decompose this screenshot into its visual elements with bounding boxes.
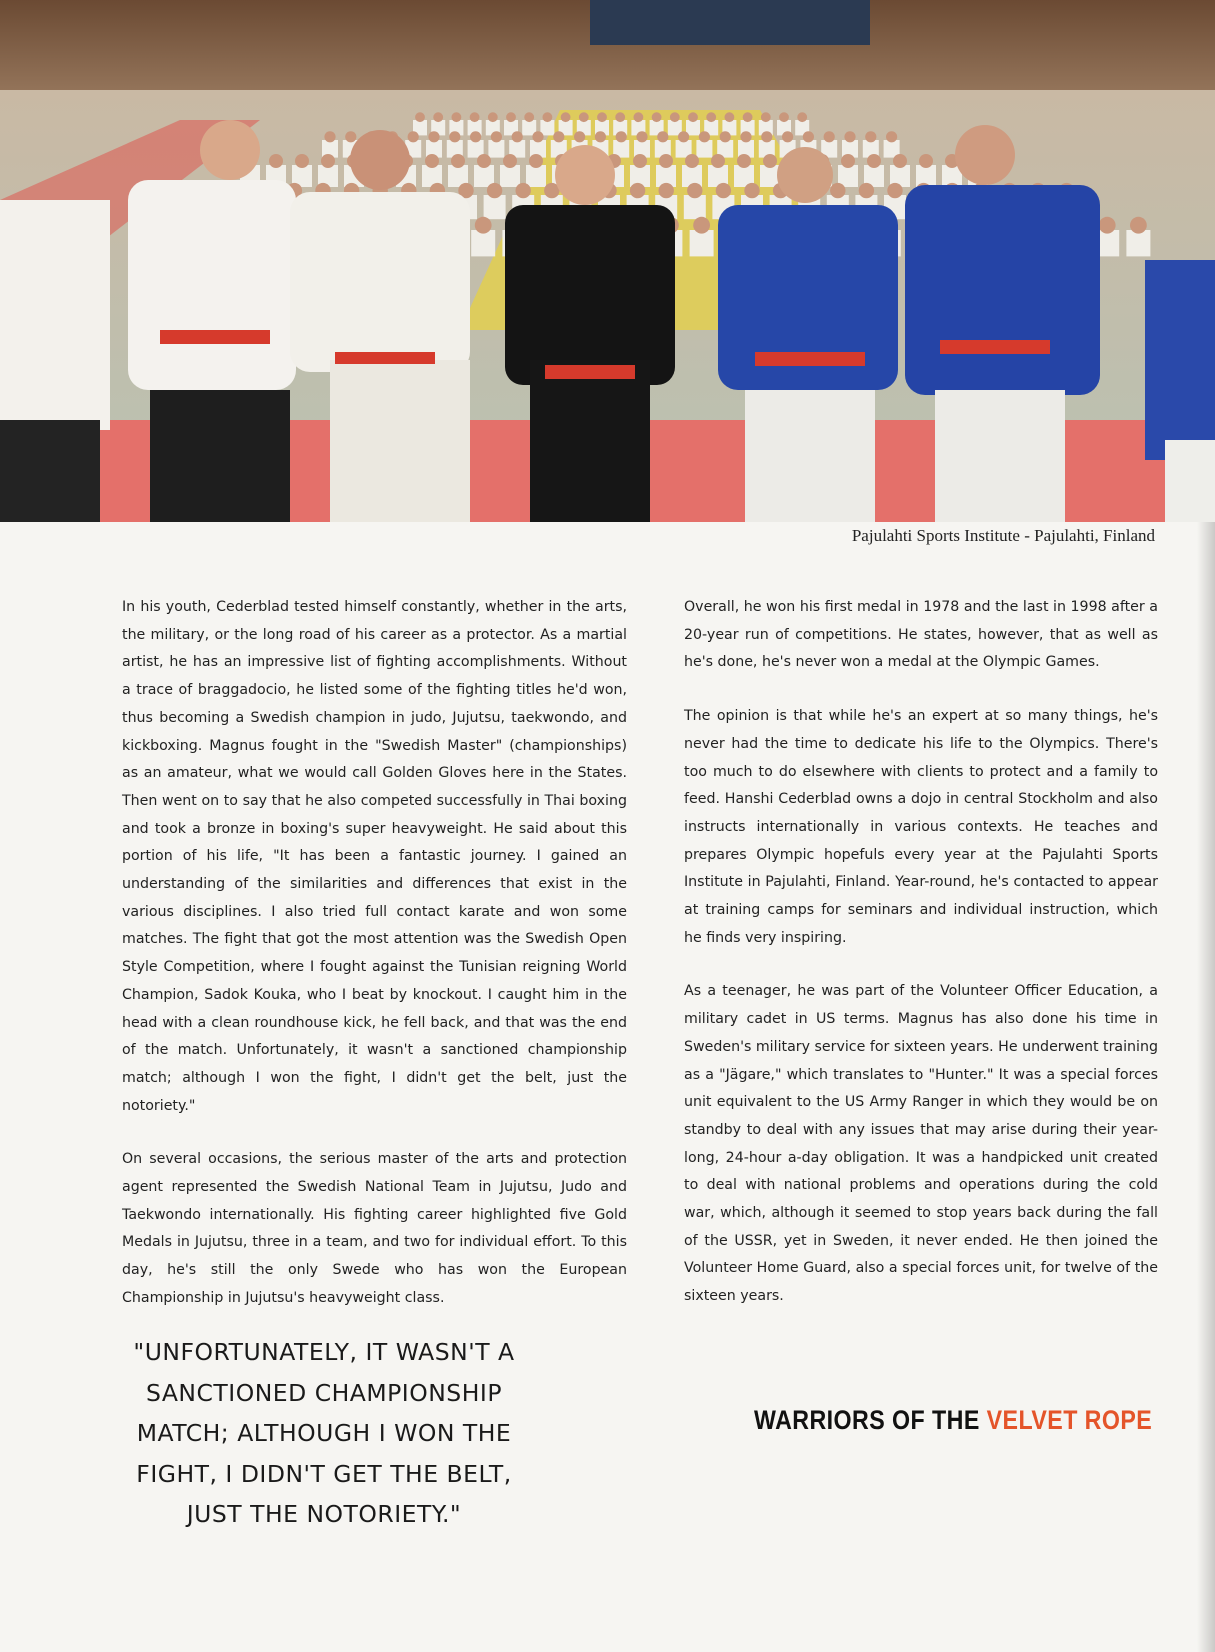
crowd-person bbox=[474, 165, 494, 187]
crowd-person-head bbox=[543, 112, 553, 122]
crowd-person-head bbox=[634, 112, 644, 122]
crowd-person-head bbox=[678, 131, 689, 142]
article-right-column bbox=[684, 594, 1158, 1337]
crowd-person-head bbox=[561, 112, 571, 122]
crowd-person-head bbox=[782, 131, 793, 142]
crowd-person-head bbox=[886, 131, 897, 142]
crowd-person-head bbox=[324, 131, 335, 142]
crowd-person-head bbox=[761, 112, 771, 122]
crowd-person-head bbox=[711, 154, 725, 168]
crowd-person-head bbox=[633, 154, 647, 168]
crowd-person-head bbox=[841, 154, 855, 168]
article-left-column bbox=[122, 594, 627, 1339]
crowd-person bbox=[686, 120, 700, 135]
crowd-person-head bbox=[844, 131, 855, 142]
crowd-person-head bbox=[699, 131, 710, 142]
crowd-person-head bbox=[477, 154, 491, 168]
crowd-person-head bbox=[295, 154, 309, 168]
crowd-person-head bbox=[553, 131, 564, 142]
crowd-person-head bbox=[488, 112, 498, 122]
crowd-person-head bbox=[887, 183, 902, 198]
crowd-person-head bbox=[532, 131, 543, 142]
crowd-person-head bbox=[893, 154, 907, 168]
crowd-person bbox=[696, 140, 712, 158]
crowd-person-head bbox=[597, 112, 607, 122]
crowd-person-head bbox=[693, 217, 710, 234]
crowd-person-head bbox=[779, 112, 789, 122]
crowd-person-head bbox=[321, 154, 335, 168]
crowd-person-head bbox=[345, 131, 356, 142]
crowd-person bbox=[760, 165, 780, 187]
crowd-person-head bbox=[830, 183, 845, 198]
crowd-person-head bbox=[615, 112, 625, 122]
crowd-person-head bbox=[425, 154, 439, 168]
crowd-person-head bbox=[720, 131, 731, 142]
crowd-person-head bbox=[451, 154, 465, 168]
crowd-person bbox=[500, 165, 520, 187]
group-photo-illustration bbox=[0, 0, 1215, 522]
paragraph: On several occasions, the serious master of the arts and protection agent represented the Swedish National Team in Jujutsu, Judo and Taekwondo internationally. His fighting career highlighted five Gold Medals in Jujutsu, three in a team, and two for individual effort. To this day, he's still the only Swede who has won the European Championship in Jujutsu's heavyweight class. bbox=[122, 1151, 627, 1306]
crowd-person bbox=[471, 230, 495, 256]
crowd-person-head bbox=[636, 131, 647, 142]
crowd-person-head bbox=[269, 154, 283, 168]
crowd-person-head bbox=[630, 183, 645, 198]
crowd-person bbox=[540, 120, 554, 135]
crowd-person-head bbox=[579, 112, 589, 122]
crowd-person-head bbox=[516, 183, 531, 198]
crowd-person-head bbox=[797, 112, 807, 122]
brand-text-dark: WARRIORS OF THE bbox=[754, 1405, 987, 1435]
crowd-person-head bbox=[574, 131, 585, 142]
crowd-person-head bbox=[506, 112, 516, 122]
crowd-person-head bbox=[595, 131, 606, 142]
publication-brand bbox=[754, 1405, 1152, 1436]
crowd-person-head bbox=[716, 183, 731, 198]
crowd-person-head bbox=[1099, 217, 1116, 234]
crowd-person-head bbox=[616, 131, 627, 142]
crowd-person-head bbox=[659, 183, 674, 198]
crowd-person-head bbox=[725, 112, 735, 122]
crowd-person bbox=[690, 230, 714, 256]
crowd-person-head bbox=[657, 131, 668, 142]
crowd-person-head bbox=[408, 131, 419, 142]
crowd-person-head bbox=[470, 112, 480, 122]
paragraph: The opinion is that while he's an expert at so many things, he's never had the time to dedicate his life to the Olympics. There's too much to do elsewhere with clients to protect and a family to feed. Hanshi Cederblad owns a dojo in central Stockholm and also instructs internationally in various contexts. He teaches and prepares Olympic hopefuls every year at the Pajulahti Sports Institute in Pajulahti, Finland. Year-round, he's contacted to appear at training camps for seminars and individual instruction, which he finds very inspiring. bbox=[684, 708, 1158, 946]
paragraph: As a teenager, he was part of the Volunteer Officer Education, a military cadet in US terms. Magnus has also done his time in Sweden's military service for sixteen years. He underwent training as a "Jägare," which translates to "Hunter." It was a special forces unit equivalent to the US Army Ranger in which they would be on standby to deal with any issues that may arise during their year-long, 24-hour a-day obligation. It was a handpicked unit created to deal with national problems and operations during the cold war, which, although it seemed to stop years back during the fall of the USSR, yet in Sweden, it never ended. He then joined the Volunteer Home Guard, also a special forces unit, for twelve of the sixteen years. bbox=[684, 983, 1158, 1305]
crowd-person-head bbox=[670, 112, 680, 122]
crowd-person-head bbox=[449, 131, 460, 142]
crowd-person-head bbox=[433, 112, 443, 122]
crowd-person-head bbox=[524, 112, 534, 122]
crowd-person bbox=[526, 165, 546, 187]
crowd-person-head bbox=[737, 154, 751, 168]
crowd-person-head bbox=[428, 131, 439, 142]
crowd-person-head bbox=[865, 131, 876, 142]
crowd-person-head bbox=[763, 154, 777, 168]
crowd-person-head bbox=[859, 183, 874, 198]
crowd-person-head bbox=[491, 131, 502, 142]
crowd-person bbox=[684, 195, 706, 219]
crowd-person-head bbox=[487, 183, 502, 198]
crowd-person-head bbox=[687, 183, 702, 198]
pull-quote: "UNFORTUNATELY, IT WASN'T A SANCTIONED CHAMPIONSHIP MATCH; ALTHOUGH I WON THE FIGHT, I DIDN'T GET THE BELT, JUST THE NOTORIETY." bbox=[133, 1338, 515, 1529]
hero-photo bbox=[0, 0, 1215, 522]
crowd-person bbox=[1126, 230, 1150, 256]
paragraph: Overall, he won his first medal in 1978 and the last in 1998 after a 20-year run of competitions. He states, however, that as well as he's done, he's never won a medal at the Olympic Games. bbox=[684, 599, 1158, 671]
crowd-person-head bbox=[744, 183, 759, 198]
crowd-person-head bbox=[743, 112, 753, 122]
crowd-person-head bbox=[659, 154, 673, 168]
crowd-person-head bbox=[824, 131, 835, 142]
crowd-person-head bbox=[1130, 217, 1147, 234]
crowd-person-head bbox=[761, 131, 772, 142]
page-gutter-shadow bbox=[1197, 522, 1215, 1652]
crowd-person-head bbox=[475, 217, 492, 234]
crowd-person-head bbox=[415, 112, 425, 122]
photo-caption: Pajulahti Sports Institute - Pajulahti, Finland bbox=[851, 526, 1155, 545]
crowd-person-head bbox=[867, 154, 881, 168]
crowd-person-head bbox=[512, 131, 523, 142]
crowd-person-head bbox=[503, 154, 517, 168]
crowd-person-head bbox=[740, 131, 751, 142]
crowd-person-head bbox=[706, 112, 716, 122]
crowd-person bbox=[484, 195, 506, 219]
brand-text-accent: VELVET ROPE bbox=[986, 1405, 1153, 1435]
crowd-person bbox=[488, 140, 504, 158]
crowd-person-head bbox=[685, 154, 699, 168]
crowd-person-head bbox=[919, 154, 933, 168]
crowd-person-head bbox=[529, 154, 543, 168]
crowd-person-head bbox=[803, 131, 814, 142]
crowd-person-head bbox=[652, 112, 662, 122]
crowd-person-head bbox=[688, 112, 698, 122]
crowd-person-head bbox=[452, 112, 462, 122]
crowd-person-head bbox=[470, 131, 481, 142]
paragraph: In his youth, Cederblad tested himself constantly, whether in the arts, the military, or the long road of his career as a protector. As a martial artist, he has an impressive list of fighting accomplishments. Without a trace of braggadocio, he listed some of the fighting titles he'd won, thus becoming a Swedish champion in judo, Jujutsu, taekwondo, and kickboxing. Magnus fought in the "Swedish Master" (championships) as an amateur, what we would call Golden Gloves here in the States. Then went on to say that he also competed successfully in Thai boxing and took a bronze in boxing's super heavyweight. He said about this portion of his life, "It has been a fantastic journey. I gained an understanding of the similarities and differences that exist in the various disciplines. I also tried full contact karate and won some matches. The fight that got the most attention was the Swedish Open Style Competition, where I fought against the Tunisian reigning World Champion, Sadok Kouka, who I beat by knockout. I caught him in the head with a clean roundhouse kick, he fell back, and that was the end of the match. Unfortunately, it wasn't a sanctioned championship match; although I won the fight, I didn't get the belt, just the notoriety." bbox=[122, 599, 627, 1114]
